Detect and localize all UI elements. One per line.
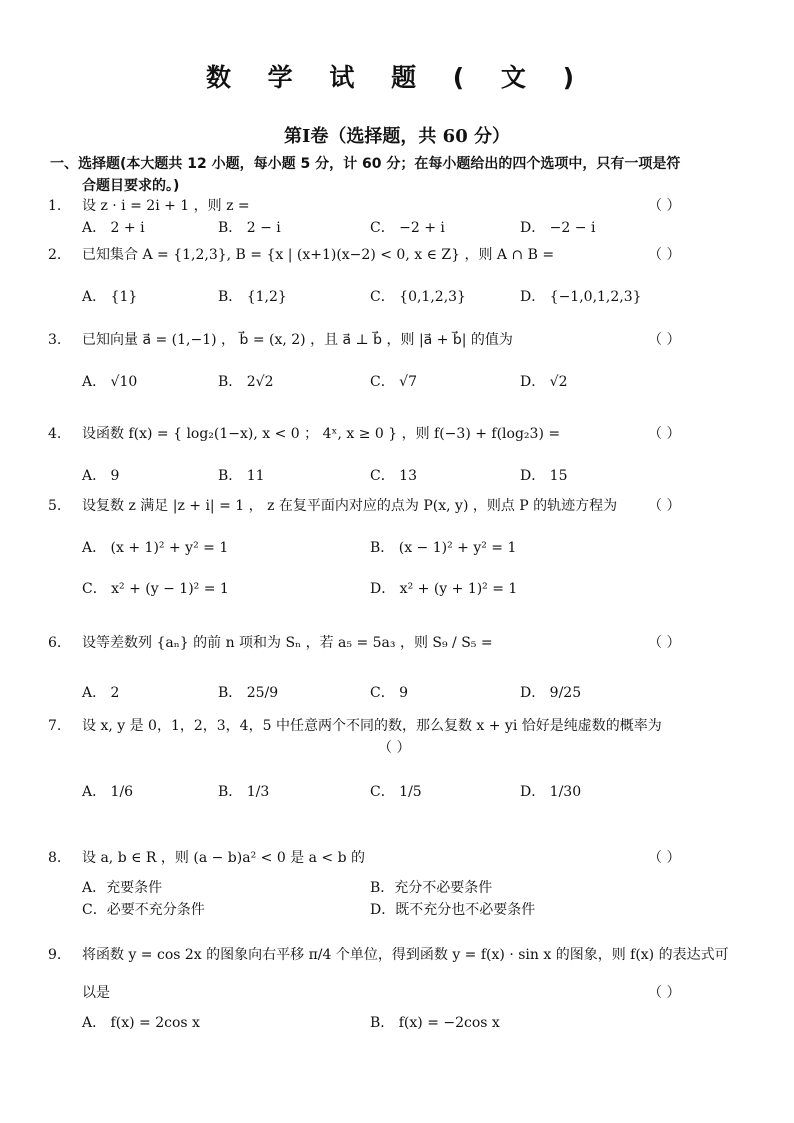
option-b: B． f(x) = −2cos x: [370, 1015, 500, 1031]
option-c: C． 1/5: [370, 784, 422, 800]
question-number: 4.: [48, 426, 62, 442]
option-d: D． 1/30: [520, 784, 582, 800]
question-number: 3.: [48, 332, 62, 348]
question-number: 6.: [48, 635, 62, 651]
question-number: 8.: [48, 850, 62, 866]
question-9: [48, 944, 748, 1034]
answer-blank: （ ）: [378, 740, 411, 756]
answer-blank: （ ）: [648, 498, 681, 514]
option-c: C． 9: [370, 685, 409, 701]
option-c: C． 13: [370, 468, 417, 484]
question-number: 7.: [48, 718, 62, 734]
option-a: A． √10: [82, 374, 138, 390]
option-c: C． {0,1,2,3}: [370, 289, 466, 305]
option-d: D． −2 − i: [520, 220, 596, 236]
question-text: 设 a, b ∈ R ，则 (a − b)a² < 0 是 a < b 的: [82, 850, 366, 866]
option-a: A． f(x) = 2cos x: [82, 1015, 200, 1031]
option-c: C． −2 + i: [370, 220, 445, 236]
question-4: [48, 423, 748, 487]
option-b: B．充分不必要条件: [370, 880, 493, 896]
option-b: B． 1/3: [218, 784, 270, 800]
option-d: D． {−1,0,1,2,3}: [520, 289, 642, 305]
question-text: 设 x, y 是 0，1，2，3，4，5 中任意两个不同的数，那么复数 x + yi 恰好是纯虚数的概率为: [82, 718, 662, 734]
question-number: 2.: [48, 247, 62, 263]
question-1: [48, 195, 748, 239]
option-c: C． √7: [370, 374, 417, 390]
question-2: [48, 244, 748, 308]
instructions-line-1: 一、选择题(本大题共 12 小题，每小题 5 分，计 60 分；在每小题给出的四个选项中，只有一项是符: [50, 156, 681, 172]
answer-blank: （ ）: [648, 850, 681, 866]
question-number: 1.: [48, 198, 62, 214]
question-text: 已知集合 A = {1,2,3}, B = {x | (x+1)(x−2) < 0, x ∈ Z} ，则 A ∩ B =: [82, 247, 555, 263]
option-c: C． x² + (y − 1)² = 1: [82, 581, 229, 597]
question-text: 设函数 f(x) = { log₂(1−x), x < 0 ； 4ˣ, x ≥ 0 } ，则 f(−3) + f(log₂3) =: [82, 426, 561, 442]
answer-blank: （ ）: [648, 247, 681, 263]
exam-title: 数 学 试 题 ( 文 ): [205, 63, 589, 92]
question-text: 设等差数列 {aₙ} 的前 n 项和为 Sₙ ，若 a₅ = 5a₃ ，则 S₉ / S₅ =: [82, 635, 493, 651]
answer-blank: （ ）: [648, 198, 681, 214]
option-c: C．必要不充分条件: [82, 902, 205, 918]
option-a: A． 9: [82, 468, 120, 484]
question-3: [48, 329, 748, 393]
option-a: A． 1/6: [82, 784, 134, 800]
question-text: 设 z · i = 2i + 1 ，则 z =: [82, 198, 250, 214]
option-b: B． 2 − i: [218, 220, 281, 236]
answer-blank: （ ）: [648, 635, 681, 651]
option-d: D．既不充分也不必要条件: [370, 902, 536, 918]
option-a: A． (x + 1)² + y² = 1: [82, 540, 229, 556]
option-d: D． x² + (y + 1)² = 1: [370, 581, 518, 597]
option-a: A． 2: [82, 685, 120, 701]
question-8: [48, 847, 748, 921]
question-number: 5.: [48, 498, 62, 514]
option-b: B． 25/9: [218, 685, 279, 701]
instructions-line-2: 合题目要求的。): [82, 178, 180, 194]
answer-blank: （ ）: [648, 332, 681, 348]
option-a: A．充要条件: [82, 880, 163, 896]
section-instructions: [50, 153, 750, 197]
question-text: 已知向量 a⃗ = (1,−1) ， b⃗ = (x, 2) ，且 a⃗ ⊥ b⃗ ，则 |a⃗ + b⃗| 的值为: [82, 332, 513, 348]
option-a: A． 2 + i: [82, 220, 145, 236]
part-heading: 第Ⅰ卷（选择题，共 60 分）: [283, 126, 510, 147]
option-b: B． 11: [218, 468, 265, 484]
question-6: [48, 632, 748, 704]
question-text-continued: 以是: [82, 985, 110, 1001]
question-number: 9.: [48, 947, 62, 963]
option-b: B． (x − 1)² + y² = 1: [370, 540, 517, 556]
option-d: D． √2: [520, 374, 568, 390]
question-5: [48, 495, 748, 600]
option-b: B． {1,2}: [218, 289, 287, 305]
question-7: [48, 715, 748, 803]
question-text: 将函数 y = cos 2x 的图象向右平移 π/4 个单位，得到函数 y = f(x) · sin x 的图象，则 f(x) 的表达式可: [82, 947, 729, 963]
answer-blank: （ ）: [648, 426, 681, 442]
option-a: A． {1}: [82, 289, 138, 305]
answer-blank: （ ）: [648, 985, 681, 1001]
option-b: B． 2√2: [218, 374, 274, 390]
option-d: D． 15: [520, 468, 568, 484]
option-d: D． 9/25: [520, 685, 582, 701]
question-text: 设复数 z 满足 |z + i| = 1 ， z 在复平面内对应的点为 P(x, y) ，则点 P 的轨迹方程为: [82, 498, 618, 514]
